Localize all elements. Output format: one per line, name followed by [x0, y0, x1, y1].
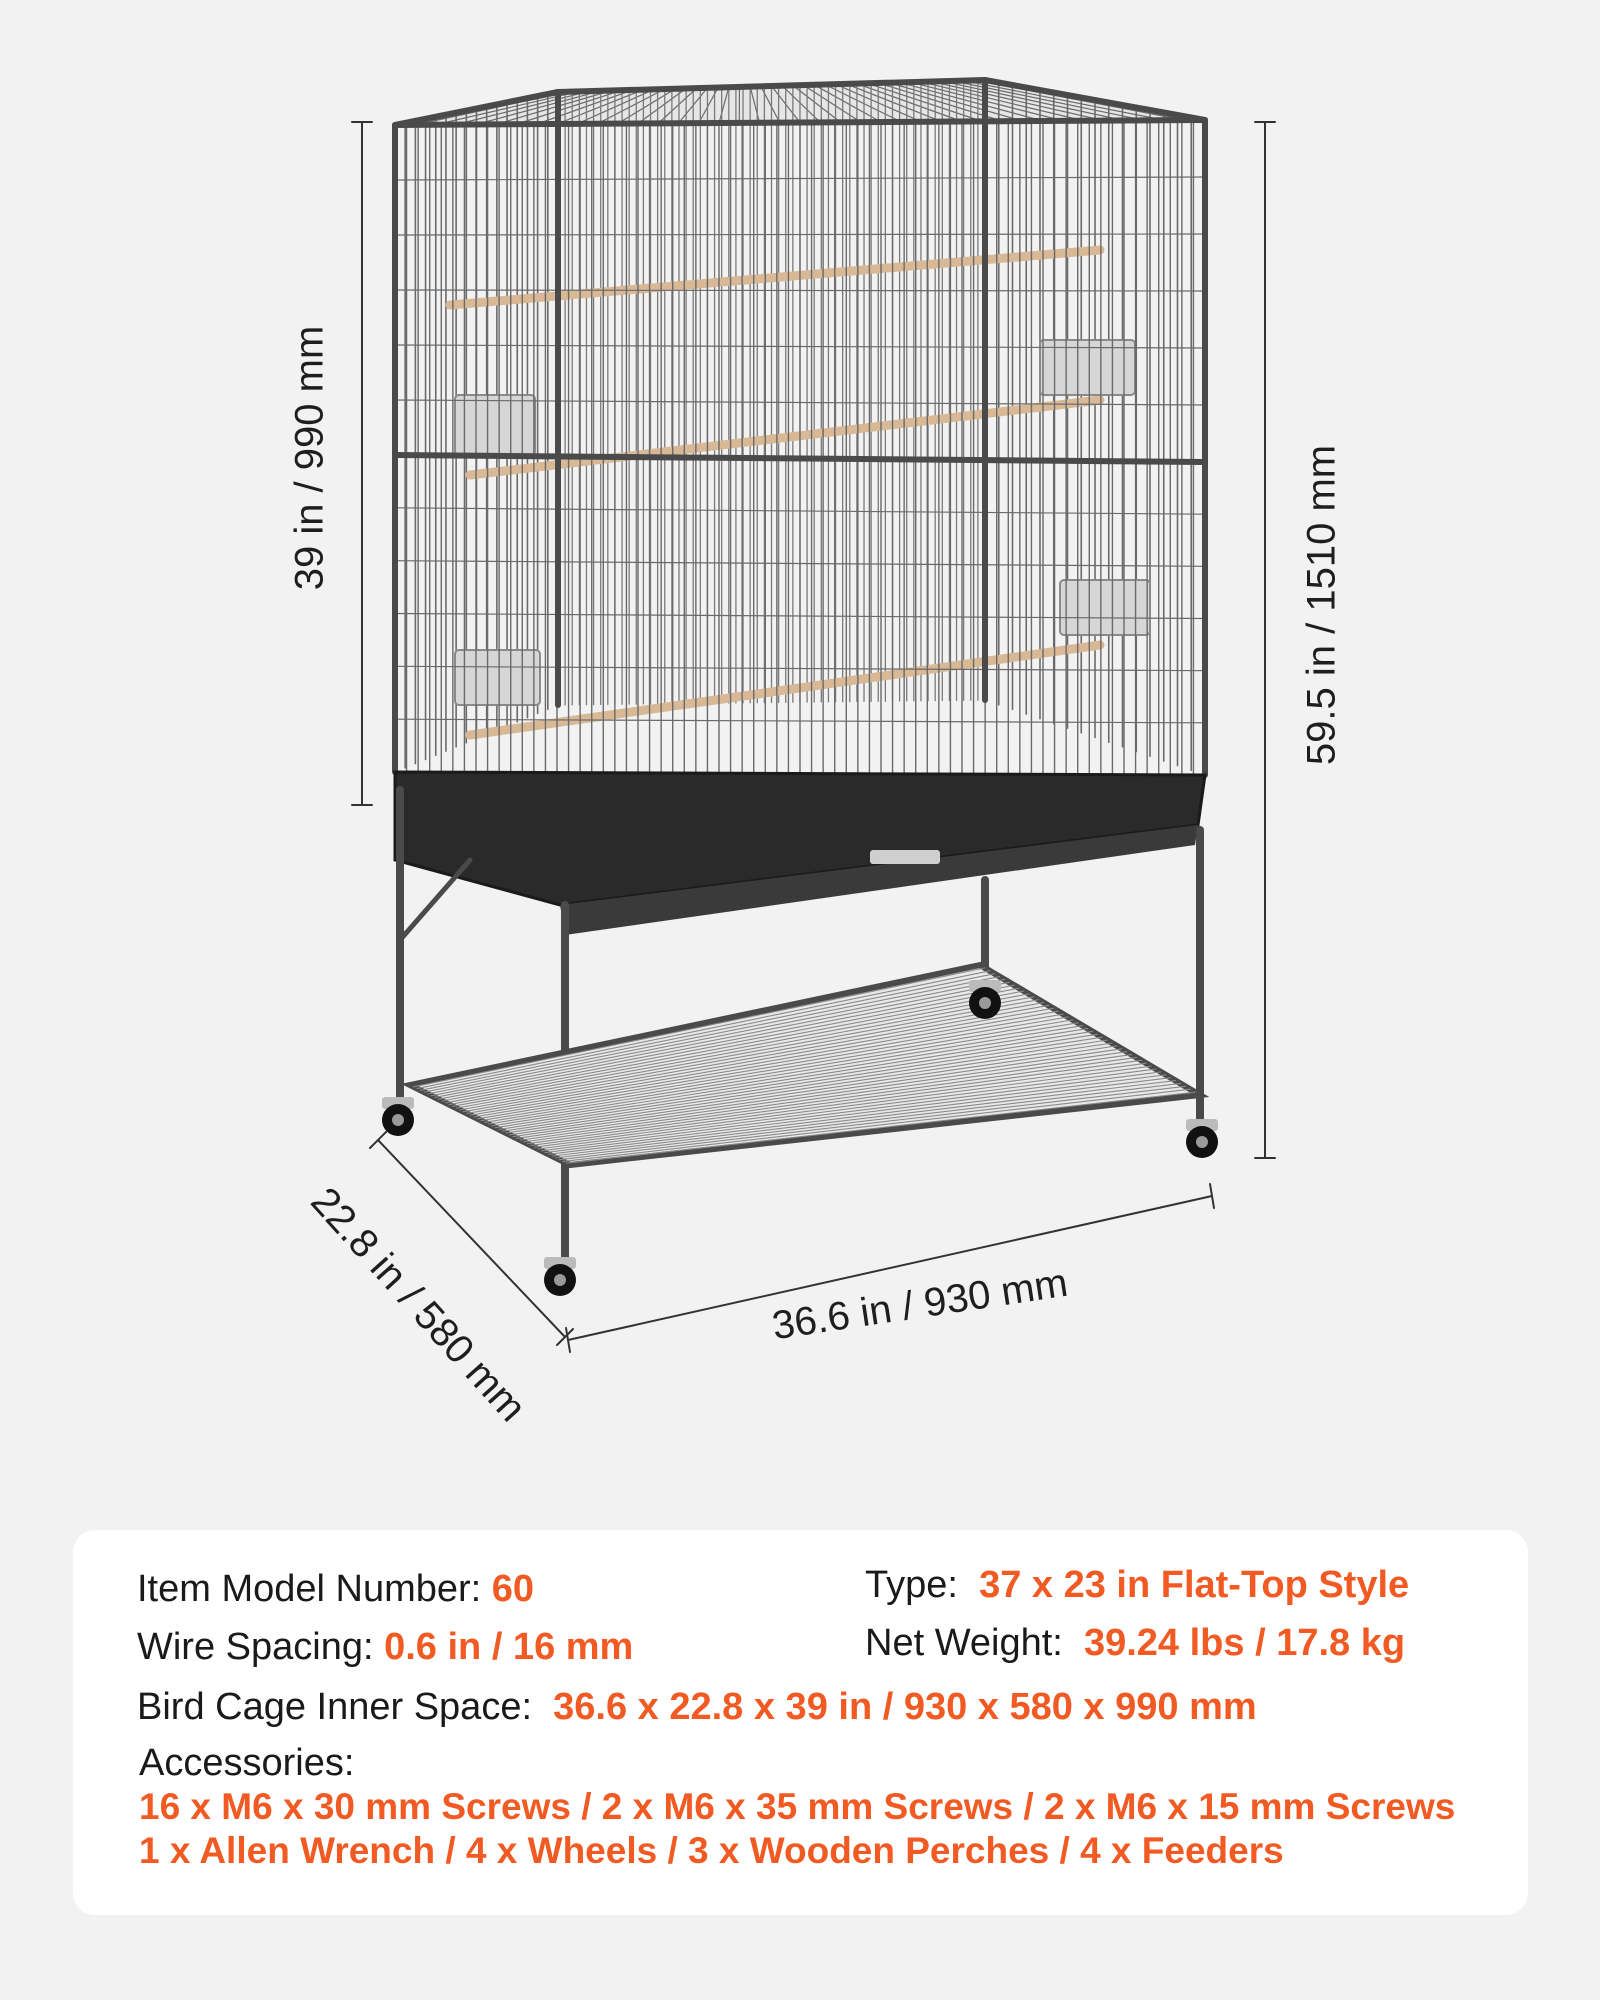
- spec-model: [137, 1568, 534, 1611]
- spec-net-weight-label: Net Weight:: [865, 1622, 1063, 1664]
- spec-model-label: Item Model Number:: [137, 1568, 482, 1610]
- spec-accessories-line1: 16 x M6 x 30 mm Screws / 2 x M6 x 35 mm Screws / 2 x M6 x 15 mm Screws: [139, 1786, 1456, 1827]
- cage-drawing: [382, 80, 1218, 1296]
- spec-inner-space: [137, 1686, 1257, 1729]
- feeder: [455, 650, 540, 705]
- wheel-hub: [392, 1114, 404, 1126]
- spec-accessories-label: Accessories:: [139, 1742, 355, 1784]
- wheel-hub: [554, 1274, 566, 1286]
- spec-inner-space-label: Bird Cage Inner Space:: [137, 1686, 533, 1728]
- spec-type-label: Type:: [865, 1564, 958, 1606]
- tray-handle: [870, 850, 940, 864]
- spec-type: [865, 1564, 1409, 1607]
- feeder: [1060, 580, 1150, 635]
- wheel-hub: [979, 997, 991, 1009]
- spec-wire-spacing: [137, 1626, 633, 1669]
- spec-wire-spacing-label: Wire Spacing:: [137, 1626, 374, 1668]
- width-label: 36.6 in / 930 mm: [769, 1260, 1071, 1349]
- spec-wire-spacing-value: 0.6 in / 16 mm: [384, 1626, 634, 1668]
- wheel-hub: [1196, 1136, 1208, 1148]
- spec-net-weight: [865, 1622, 1405, 1665]
- depth-label: 22.8 in / 580 mm: [302, 1179, 535, 1431]
- spec-accessories-line2: 1 x Allen Wrench / 4 x Wheels / 3 x Wooden Perches / 4 x Feeders: [139, 1830, 1284, 1871]
- spec-model-value: 60: [491, 1568, 535, 1610]
- total-height-label: 59.5 in / 1510 mm: [1299, 444, 1344, 766]
- spec-type-value: 37 x 23 in Flat-Top Style: [979, 1564, 1410, 1606]
- spec-net-weight-value: 39.24 lbs / 17.8 kg: [1083, 1622, 1406, 1664]
- spec-card: [73, 1530, 1528, 1915]
- feeder: [455, 395, 535, 455]
- spec-inner-space-value: 36.6 x 22.8 x 39 in / 930 x 580 x 990 mm: [553, 1686, 1257, 1728]
- inner-height-label: 39 in / 990 mm: [287, 325, 332, 591]
